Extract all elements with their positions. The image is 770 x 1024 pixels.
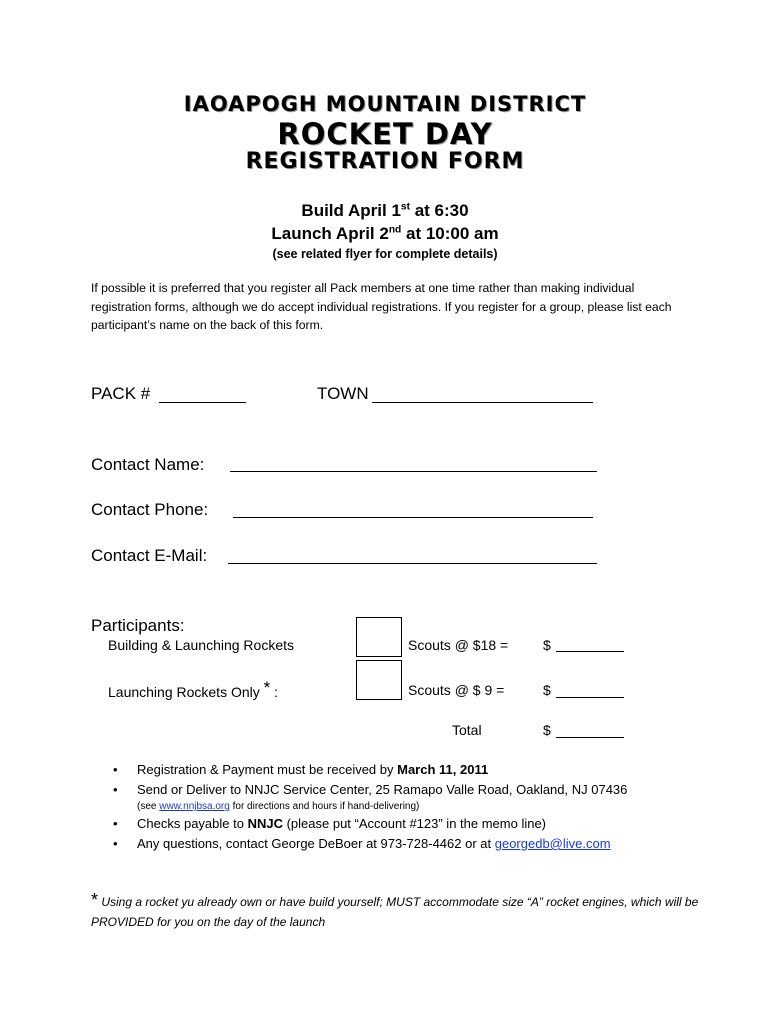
list-item: • Registration & Payment must be received by March 11, 2011 <box>113 762 489 777</box>
pack-label: PACK # <box>91 384 151 403</box>
total-amount-field[interactable] <box>556 737 624 738</box>
launching-only-amount-field[interactable] <box>556 697 624 698</box>
launching-only-label: Launching Rockets Only * : <box>108 678 279 700</box>
directions-note: (see www.nnjbsa.org for directions and hours if hand-delivering) <box>137 801 420 812</box>
intro-paragraph: If possible it is preferred that you register all Pack members at one time rather than making individual registration forms, although we do accept individual registrations. If you register for a group, please list each participant’s name on the back of this form. <box>91 281 672 332</box>
list-item: • Send or Deliver to NNJC Service Center, 25 Ramapo Valle Road, Oakland, NJ 07436 <box>113 782 628 797</box>
launch-date: Launch April 2nd at 10:00 am <box>271 224 499 243</box>
launching-only-dollar: $ <box>543 682 551 698</box>
building-launching-count-box[interactable] <box>356 617 402 657</box>
launching-only-count-box[interactable] <box>356 660 402 700</box>
nnjbsa-link[interactable]: www.nnjbsa.org <box>159 801 230 812</box>
district-title: IAOAPOGH MOUNTAIN DISTRICT <box>183 92 587 116</box>
total-label: Total <box>452 722 482 738</box>
contact-phone-field[interactable] <box>233 517 593 518</box>
list-item: • Checks payable to NNJC (please put “Account #123” in the memo line) <box>113 816 547 831</box>
contact-phone-label: Contact Phone: <box>91 500 209 519</box>
contact-name-field[interactable] <box>230 471 597 472</box>
launching-only-rate: Scouts @ $ 9 = <box>408 682 505 698</box>
pack-field[interactable] <box>159 402 246 403</box>
form-title: REGISTRATION FORM <box>245 149 525 174</box>
contact-email-field[interactable] <box>228 563 597 564</box>
list-item: • Any questions, contact George DeBoer at 973-728-4462 or at georgedb@live.com <box>113 836 611 851</box>
building-launching-rate: Scouts @ $18 = <box>408 637 509 653</box>
total-dollar: $ <box>543 722 551 738</box>
building-launching-amount-field[interactable] <box>556 651 624 652</box>
contact-email-link[interactable]: georgedb@live.com <box>494 836 611 851</box>
building-launching-dollar: $ <box>543 637 551 653</box>
build-date: Build April 1st at 6:30 <box>301 201 469 220</box>
building-launching-label: Building & Launching Rockets <box>108 637 295 653</box>
contact-email-label: Contact E-Mail: <box>91 546 208 565</box>
town-label: TOWN <box>317 384 369 403</box>
footnote: * Using a rocket yu already own or have build yourself; MUST accommodate size “A” rocket engines, which will be PROVIDED for you on the day of the launch <box>91 890 699 929</box>
instructions-list <box>113 760 733 854</box>
participants-heading: Participants: <box>91 616 185 635</box>
town-field[interactable] <box>372 402 593 403</box>
contact-name-label: Contact Name: <box>91 455 205 474</box>
flyer-note: (see related flyer for complete details) <box>272 247 498 261</box>
asterisk-marker: * <box>263 678 271 697</box>
event-title: ROCKET DAY <box>277 117 493 151</box>
